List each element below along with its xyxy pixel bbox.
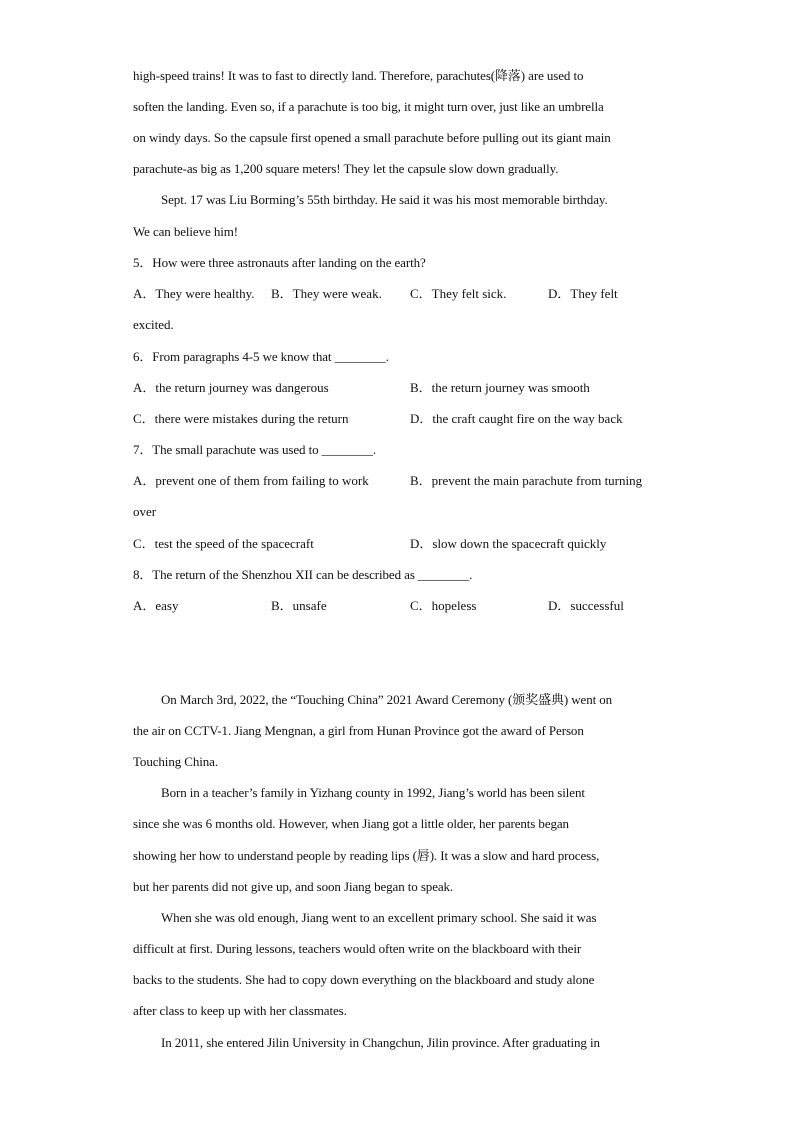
question-8-option-d: D．successful (548, 598, 624, 613)
question-6-stem: 6．From paragraphs 4-5 we know that ________. (133, 349, 389, 364)
passage2-p1-line-3: Touching China. (133, 754, 218, 769)
passage2-p1-line-1: On March 3rd, 2022, the “Touching China” 2021 Award Ceremony (颁奖盛典) went on (161, 692, 613, 707)
passage2-p4-line-1: In 2011, she entered Jilin University in Changchun, Jilin province. After graduating in (161, 1035, 600, 1050)
question-8-option-a: A．easy (133, 598, 179, 613)
question-8-option-c: C．hopeless (410, 598, 477, 613)
passage2-p2-line-1: Born in a teacher’s family in Yizhang county in 1992, Jiang’s world has been silent (161, 785, 585, 800)
question-5-option-c: C．They felt sick. (410, 286, 507, 301)
passage2-p3-line-2: difficult at first. During lessons, teachers would often write on the blackboard with their (133, 941, 582, 956)
question-7-option-b-cont: over (133, 504, 157, 519)
passage2-p2-line-2: since she was 6 months old. However, when Jiang got a little older, her parents began (133, 816, 569, 831)
question-7-option-d: D．slow down the spacecraft quickly (410, 536, 607, 551)
passage2-p2-line-3: showing her how to understand people by reading lips (唇). It was a slow and hard process, (133, 848, 600, 863)
question-8-stem: 8．The return of the Shenzhou XII can be described as ________. (133, 567, 473, 582)
passage1-line-5: Sept. 17 was Liu Borming’s 55th birthday. He said it was his most memorable birthday. (161, 192, 608, 207)
question-7-option-a: A．prevent one of them from failing to work (133, 473, 369, 488)
question-5-option-a: A．They were healthy. (133, 286, 255, 301)
passage1-line-4: parachute-as big as 1,200 square meters! They let the capsule slow down gradually. (133, 161, 559, 176)
question-5-option-b: B．They were weak. (271, 286, 382, 301)
question-6-option-b: B．the return journey was smooth (410, 380, 590, 395)
question-6-option-c: C．there were mistakes during the return (133, 411, 349, 426)
passage2-p3-line-3: backs to the students. She had to copy down everything on the blackboard and study alone (133, 972, 595, 987)
passage2-p2-line-4: but her parents did not give up, and soon Jiang began to speak. (133, 879, 454, 894)
passage2-p3-line-4: after class to keep up with her classmates. (133, 1003, 347, 1018)
passage1-line-6: We can believe him! (133, 224, 238, 239)
question-7-stem: 7．The small parachute was used to ________. (133, 442, 377, 457)
passage1-line-1: high-speed trains! It was to fast to directly land. Therefore, parachutes(降落) are used to (133, 68, 584, 83)
passage1-line-3: on windy days. So the capsule first opened a small parachute before pulling out its giant main (133, 130, 611, 145)
question-5-option-d: D．They felt (548, 286, 618, 301)
question-6-option-a: A．the return journey was dangerous (133, 380, 329, 395)
question-5-stem: 5．How were three astronauts after landing on the earth? (133, 255, 426, 270)
question-8-option-b: B．unsafe (271, 598, 327, 613)
question-6-option-d: D．the craft caught fire on the way back (410, 411, 623, 426)
passage2-p1-line-2: the air on CCTV-1. Jiang Mengnan, a girl from Hunan Province got the award of Person (133, 723, 584, 738)
question-7-option-c: C．test the speed of the spacecraft (133, 536, 314, 551)
question-7-option-b: B．prevent the main parachute from turning (410, 473, 643, 488)
passage2-p3-line-1: When she was old enough, Jiang went to an excellent primary school. She said it was (161, 910, 597, 925)
question-5-option-d-cont: excited. (133, 317, 174, 332)
passage1-line-2: soften the landing. Even so, if a parachute is too big, it might turn over, just like an umbrella (133, 99, 604, 114)
